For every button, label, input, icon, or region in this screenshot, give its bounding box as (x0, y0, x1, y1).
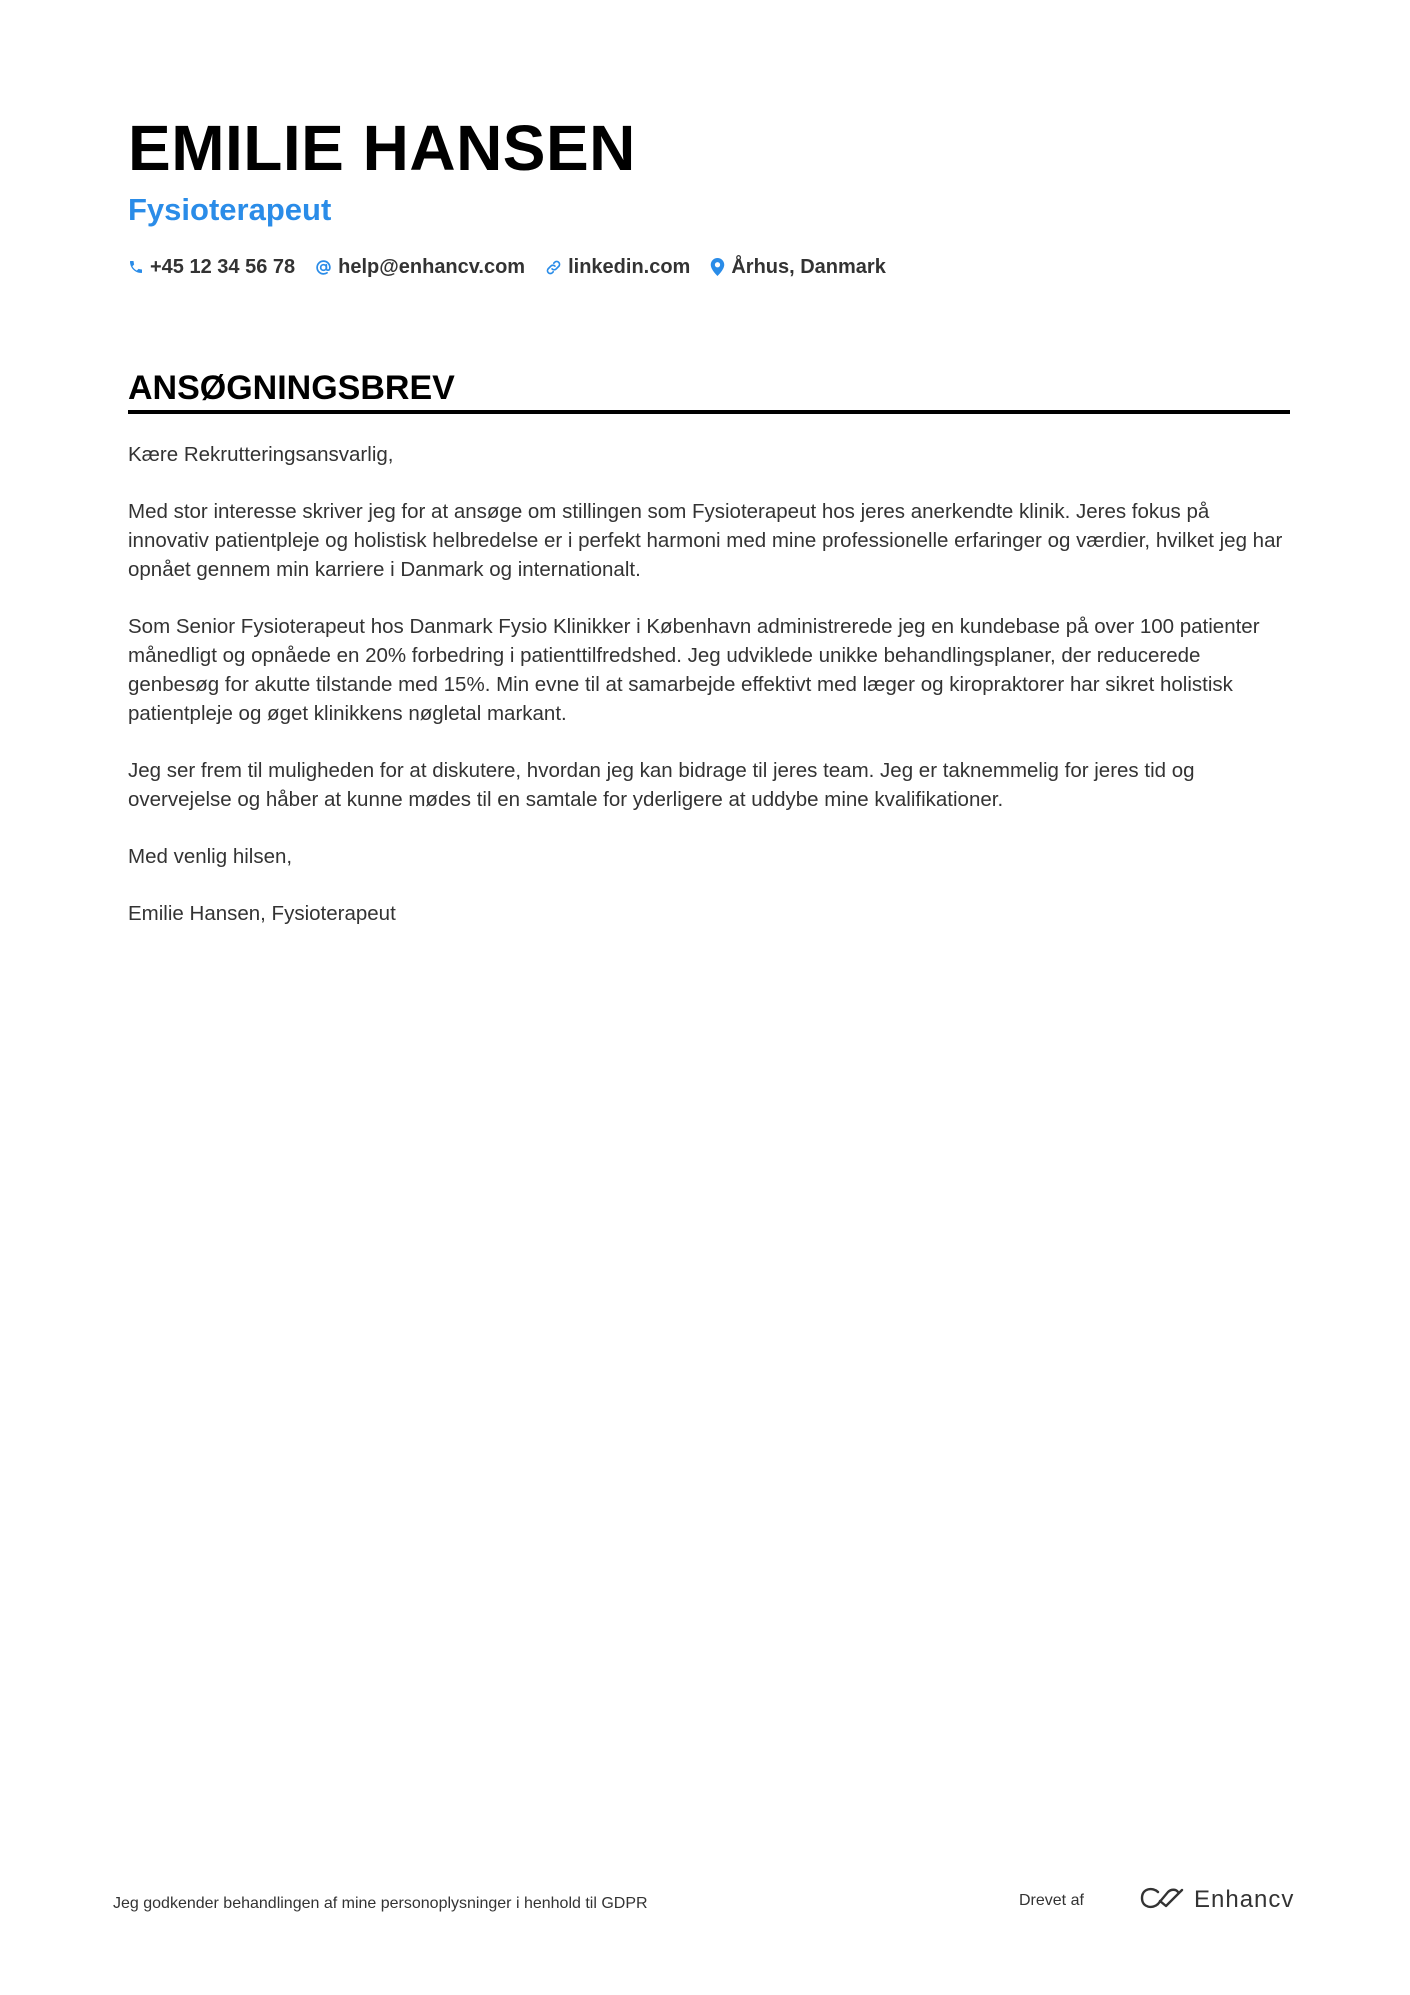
section-heading: ANSØGNINGSBREV (128, 369, 455, 407)
location-pin-icon (710, 258, 725, 276)
contact-email[interactable] (315, 252, 525, 282)
letter-closing: Med venlig hilsen, (128, 845, 293, 868)
enhancv-brand-link[interactable] (1138, 1884, 1294, 1916)
contact-location (710, 252, 886, 282)
enhancv-logo-icon (1138, 1885, 1186, 1916)
contact-linkedin-text: linkedin.com (568, 256, 691, 278)
letter-paragraph-1: Med stor interesse skriver jeg for at ansøge om stillingen som Fysioterapeut hos jeres anerkendte klinik. Jeres fokus på innovativ patientpleje og holistisk helbredelse er i perfekt harmoni med mine professionelle erfaringer og værdier, hvilket jeg har opnået gennem min karriere i Danmark og internationalt. (128, 500, 1283, 581)
at-icon (315, 259, 332, 276)
letter-paragraph-3: Jeg ser frem til muligheden for at diskutere, hvordan jeg kan bidrage til jeres team. Jeg er taknemmelig for jeres tid og overvejelse og håber at kunne mødes til en samtale for yderligere at uddybe mine kvalifikationer. (128, 759, 1195, 811)
letter-paragraph-2: Som Senior Fysioterapeut hos Danmark Fysio Klinikker i København administrerede jeg en kundebase på over 100 patienter månedligt og opnåede en 20% forbedring i patienttilfredshed. Jeg udviklede unikke behandlingsplaner, der reducerede genbesøg for akutte tilstande med 15%. Min evne til at samarbejde effektivt med læger og kiropraktorer har sikret holistisk patientpleje og øget klinikkens nøgletal markant. (128, 615, 1260, 725)
phone-icon (128, 259, 144, 275)
contact-phone-text: +45 12 34 56 78 (150, 256, 296, 278)
letter-body (128, 440, 1290, 956)
powered-by-label: Drevet af (1019, 1892, 1084, 1909)
contact-bar (128, 252, 886, 282)
link-icon (545, 259, 562, 276)
section-divider (128, 410, 1290, 414)
candidate-name: EMILIE HANSEN (128, 112, 636, 184)
contact-phone[interactable] (128, 252, 295, 282)
contact-linkedin[interactable] (545, 252, 690, 282)
contact-email-text: help@enhancv.com (338, 256, 526, 278)
contact-location-text: Århus, Danmark (731, 256, 886, 278)
letter-signature: Emilie Hansen, Fysioterapeut (128, 902, 396, 925)
job-title: Fysioterapeut (128, 192, 332, 227)
gdpr-consent-note: Jeg godkender behandlingen af mine personoplysninger i henhold til GDPR (113, 1895, 648, 1912)
letter-greeting: Kære Rekrutteringsansvarlig, (128, 443, 394, 466)
enhancv-brand-name: Enhancv (1194, 1886, 1295, 1913)
